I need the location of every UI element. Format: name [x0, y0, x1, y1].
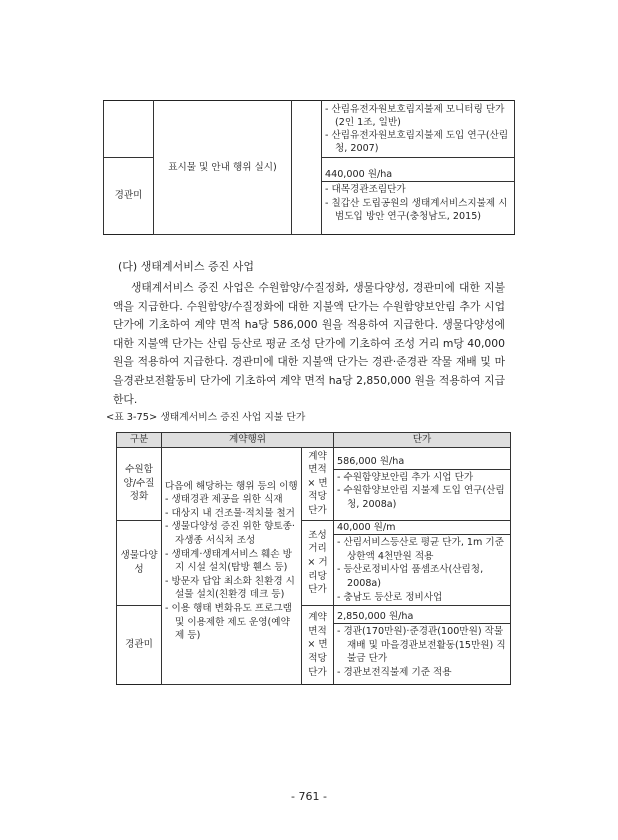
row-category: 수원함양/수질정화: [117, 447, 162, 520]
list-item: - 충남도 등산로 정비사업: [337, 591, 443, 603]
list-item: - 대목경관조림단가: [325, 184, 406, 196]
list-item: - 칠갑산 도립공원의 생태계서비스지불제 시범도입 방안 연구(충청남도, 2015): [325, 197, 508, 222]
top-table-empty-cell: [104, 101, 154, 158]
payment-table: [116, 432, 511, 685]
top-table-unit-cell: [292, 101, 322, 235]
list-item: 다음에 해당하는 행위 등의 이행: [165, 480, 298, 492]
row-unit: 조성 거리 × 거리당 단가: [302, 520, 334, 606]
top-table-lower-price: 440,000 원/ha: [322, 168, 514, 182]
list-item: - 등산로정비사업 품셈조사(산림청, 2008a): [337, 564, 484, 589]
row-unit: 계약 면적 × 면적당 단가: [302, 606, 334, 685]
row-price: 2,850,000 원/ha: [334, 610, 510, 625]
section-paragraph: 생태계서비스 증진 사업은 수원함양/수질정화, 생물다양성, 경관미에 대한 지불액을 지급한다. 수원함양/수질정화에 대한 지불액 단가는 수원함양보안림 추가 시업 단가에 기초하여 계약 면적 ha당 586,000 원을 적용하여 지급한다. 생물다양성에 대한 지불액 단가는 산림 등산로 평균 조성 단가에 기초하여 조성 거리 m당 40,000 원을 적용하여 지급한다. 경관미에 대한 지불액 단가는 경관·준경관 작물 재배 및 마을경관보전활동비 단가에 기초하여 계약 면적 ha당 2,850,000 원을 적용하여 지급한다.: [113, 281, 505, 406]
row-price-cell: [334, 606, 511, 685]
row-price: 40,000 원/m: [334, 521, 510, 536]
list-item: - 생물다양성 증진 위한 향토종·자생종 서식처 조성: [165, 521, 295, 546]
row-category: 생물다양성: [117, 520, 162, 606]
list-item: - 수원함양보안림 지불제 도입 연구(산림청, 2008a): [337, 485, 505, 510]
row-price-cell: [334, 447, 511, 520]
table-row: [117, 447, 511, 520]
list-item: - 생태계·생태계서비스 훼손 방지 시설 설치(탐방 휀스 등): [165, 548, 292, 574]
list-item: - 경관보전직불제 기준 적용: [337, 667, 452, 679]
page-number: - 761 -: [291, 790, 327, 803]
top-table-row-label: 경관미: [104, 158, 154, 235]
list-item: - 경관(170만원)·준경관(100만원) 작물 재배 및 마을경관보전활동(15만원) 직불금 단가: [337, 626, 506, 665]
top-table-activity: 표시물 및 안내 행위 실시): [154, 101, 292, 235]
table-caption: <표 3-75> 생태계서비스 증진 사업 지불 단가: [106, 412, 306, 423]
list-item: - 이용 행태 변화유도 프로그램 및 이용제한 제도 운영(예약제 등): [165, 602, 292, 642]
header-activity: 계약행위: [162, 433, 334, 448]
list-item: - 수원함양보안림 추가 시업 단가: [337, 471, 474, 483]
section-heading: (다) 생태계서비스 증진 사업: [118, 260, 254, 273]
top-table-lower-cell: [322, 158, 515, 235]
header-category: 구분: [117, 433, 162, 448]
row-unit: 계약 면적 × 면적당 단가: [302, 447, 334, 520]
row-category: 경관미: [117, 606, 162, 685]
header-price: 단가: [334, 433, 511, 448]
top-table: [103, 100, 515, 235]
top-table-upper-bullets: [322, 101, 515, 158]
list-item: - 산림유전자원보호림지불제 도입 연구(산림청, 2007): [325, 130, 509, 155]
list-item: - 산림유전자원보호림지불제 모니터링 단가(2인 1조, 일반): [325, 103, 505, 128]
list-item: - 생태경관 제공을 위한 식재: [165, 494, 283, 506]
list-item: - 산림서비스등산로 평균 단가, 1m 기준 상한액 4천만원 적용: [337, 537, 504, 562]
row-price-cell: [334, 520, 511, 606]
list-item: - 대상지 내 건조물·적치물 철거: [165, 507, 295, 519]
activity-list: [162, 447, 302, 685]
row-price: 586,000 원/ha: [334, 455, 510, 470]
list-item: - 방문자 답압 최소화 친환경 시설물 설치(친환경 데크 등): [165, 575, 295, 601]
